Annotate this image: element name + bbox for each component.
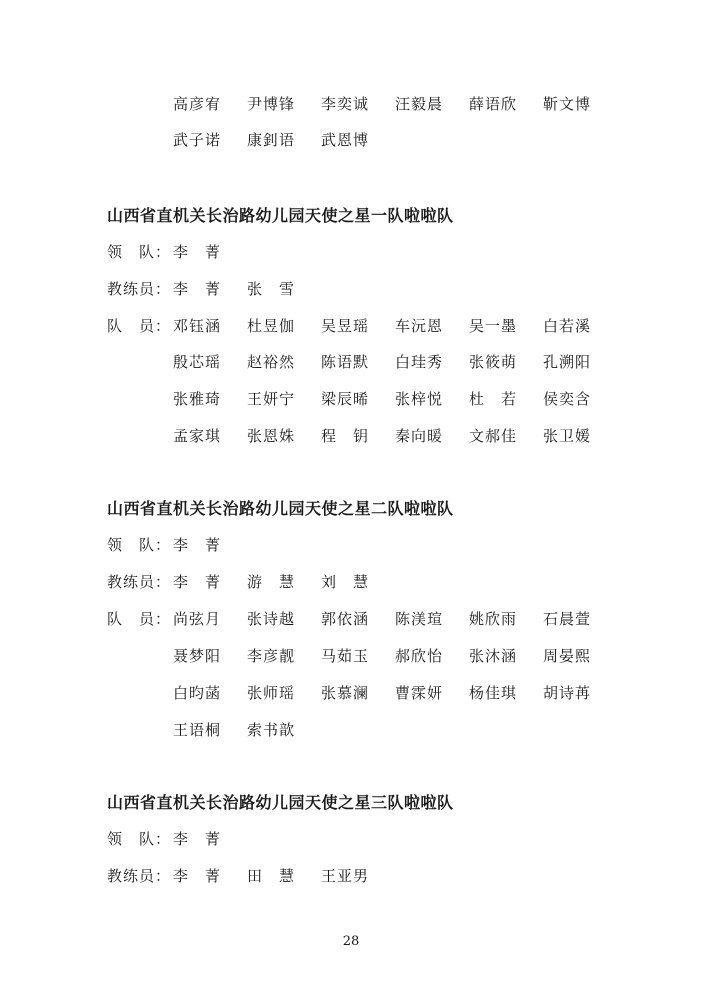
member-name: 赵裕然 [247,353,296,371]
member-name: 张梓悦 [395,390,444,408]
member-name: 郭依涵 [321,610,370,628]
member-name: 张恩姝 [247,427,296,445]
members-label: 队 员： [107,317,172,335]
coach-name: 刘 慧 [321,573,370,591]
member-name: 胡诗苒 [543,684,592,702]
member-name: 殷芯瑶 [173,353,222,371]
member-name: 张慕澜 [321,684,370,702]
member-name: 李彦靓 [247,647,296,665]
member-name: 索书歆 [247,721,296,739]
leader-name: 李 菁 [173,536,222,554]
member-name: 薛语欣 [469,95,518,113]
member-name: 白珪秀 [395,353,444,371]
leader-label: 领 队： [107,536,172,554]
page-number: 28 [342,934,360,949]
member-name: 王妍宁 [247,390,296,408]
member-name: 郝欣怡 [395,647,444,665]
member-name: 孔溯阳 [543,353,592,371]
member-name: 张沐涵 [469,647,518,665]
member-name: 杨佳琪 [469,684,518,702]
member-name: 陈渼瑄 [395,610,444,628]
member-name: 杜昱伽 [247,317,296,335]
member-name: 程 钥 [321,427,370,445]
member-name: 李奕诚 [321,95,370,113]
member-name: 高彦宥 [173,95,222,113]
leader-row [107,535,247,555]
coach-name: 李 菁 [173,573,222,591]
leader-label: 领 队： [107,830,172,848]
name-row [173,720,321,740]
member-name: 聂梦阳 [173,647,222,665]
member-name: 文郝佳 [469,427,518,445]
member-name: 武子诺 [173,131,222,149]
coach-label: 教练员： [107,280,172,298]
name-row [173,130,395,150]
coach-name: 李 菁 [173,280,222,298]
member-name: 尹博锋 [247,95,296,113]
coach-row [107,866,395,886]
members-label: 队 员： [107,610,172,628]
name-row [173,683,617,703]
member-name: 梁辰晞 [321,390,370,408]
coach-label: 教练员： [107,867,172,885]
member-name: 武恩博 [321,131,370,149]
member-name: 康釗语 [247,131,296,149]
coach-row [107,279,321,299]
coach-name: 游 慧 [247,573,296,591]
member-name: 秦向暖 [395,427,444,445]
leader-row [107,829,247,849]
section-title: 山西省直机关长治路幼儿园天使之星三队啦啦队 [107,793,454,812]
member-name: 姚欣雨 [469,610,518,628]
name-row [173,646,617,666]
member-name: 张卫媛 [543,427,592,445]
section-title: 山西省直机关长治路幼儿园天使之星二队啦啦队 [107,499,454,518]
coach-name: 张 雪 [247,280,296,298]
leader-name: 李 菁 [173,830,222,848]
member-name: 石晨萱 [543,610,592,628]
name-row [173,426,617,446]
coach-name: 王亚男 [321,867,370,885]
member-name: 汪毅晨 [395,95,444,113]
member-name: 邓钰涵 [173,317,222,335]
coach-name: 田 慧 [247,867,296,885]
name-row [173,352,617,372]
member-name: 张筱萌 [469,353,518,371]
member-name: 王语桐 [173,721,222,739]
member-name: 白昀菡 [173,684,222,702]
member-name: 车沅恩 [395,317,444,335]
members-row [107,316,617,336]
section-title: 山西省直机关长治路幼儿园天使之星一队啦啦队 [107,206,454,225]
name-row [173,389,617,409]
leader-row [107,242,247,262]
coach-label: 教练员： [107,573,172,591]
members-row [107,609,617,629]
member-name: 张师瑶 [247,684,296,702]
leader-label: 领 队： [107,243,172,261]
member-name: 马茹玉 [321,647,370,665]
name-row [173,94,617,114]
member-name: 靳文博 [543,95,592,113]
member-name: 张雅琦 [173,390,222,408]
member-name: 曹霂妍 [395,684,444,702]
member-name: 吴昱瑶 [321,317,370,335]
leader-name: 李 菁 [173,243,222,261]
member-name: 尚弦月 [173,610,222,628]
coach-name: 李 菁 [173,867,222,885]
member-name: 周晏熙 [543,647,592,665]
member-name: 白若溪 [543,317,592,335]
coach-row [107,572,395,592]
member-name: 侯奕含 [543,390,592,408]
member-name: 孟家琪 [173,427,222,445]
member-name: 杜 若 [469,390,518,408]
member-name: 陈语默 [321,353,370,371]
member-name: 张诗越 [247,610,296,628]
member-name: 吴一墨 [469,317,518,335]
